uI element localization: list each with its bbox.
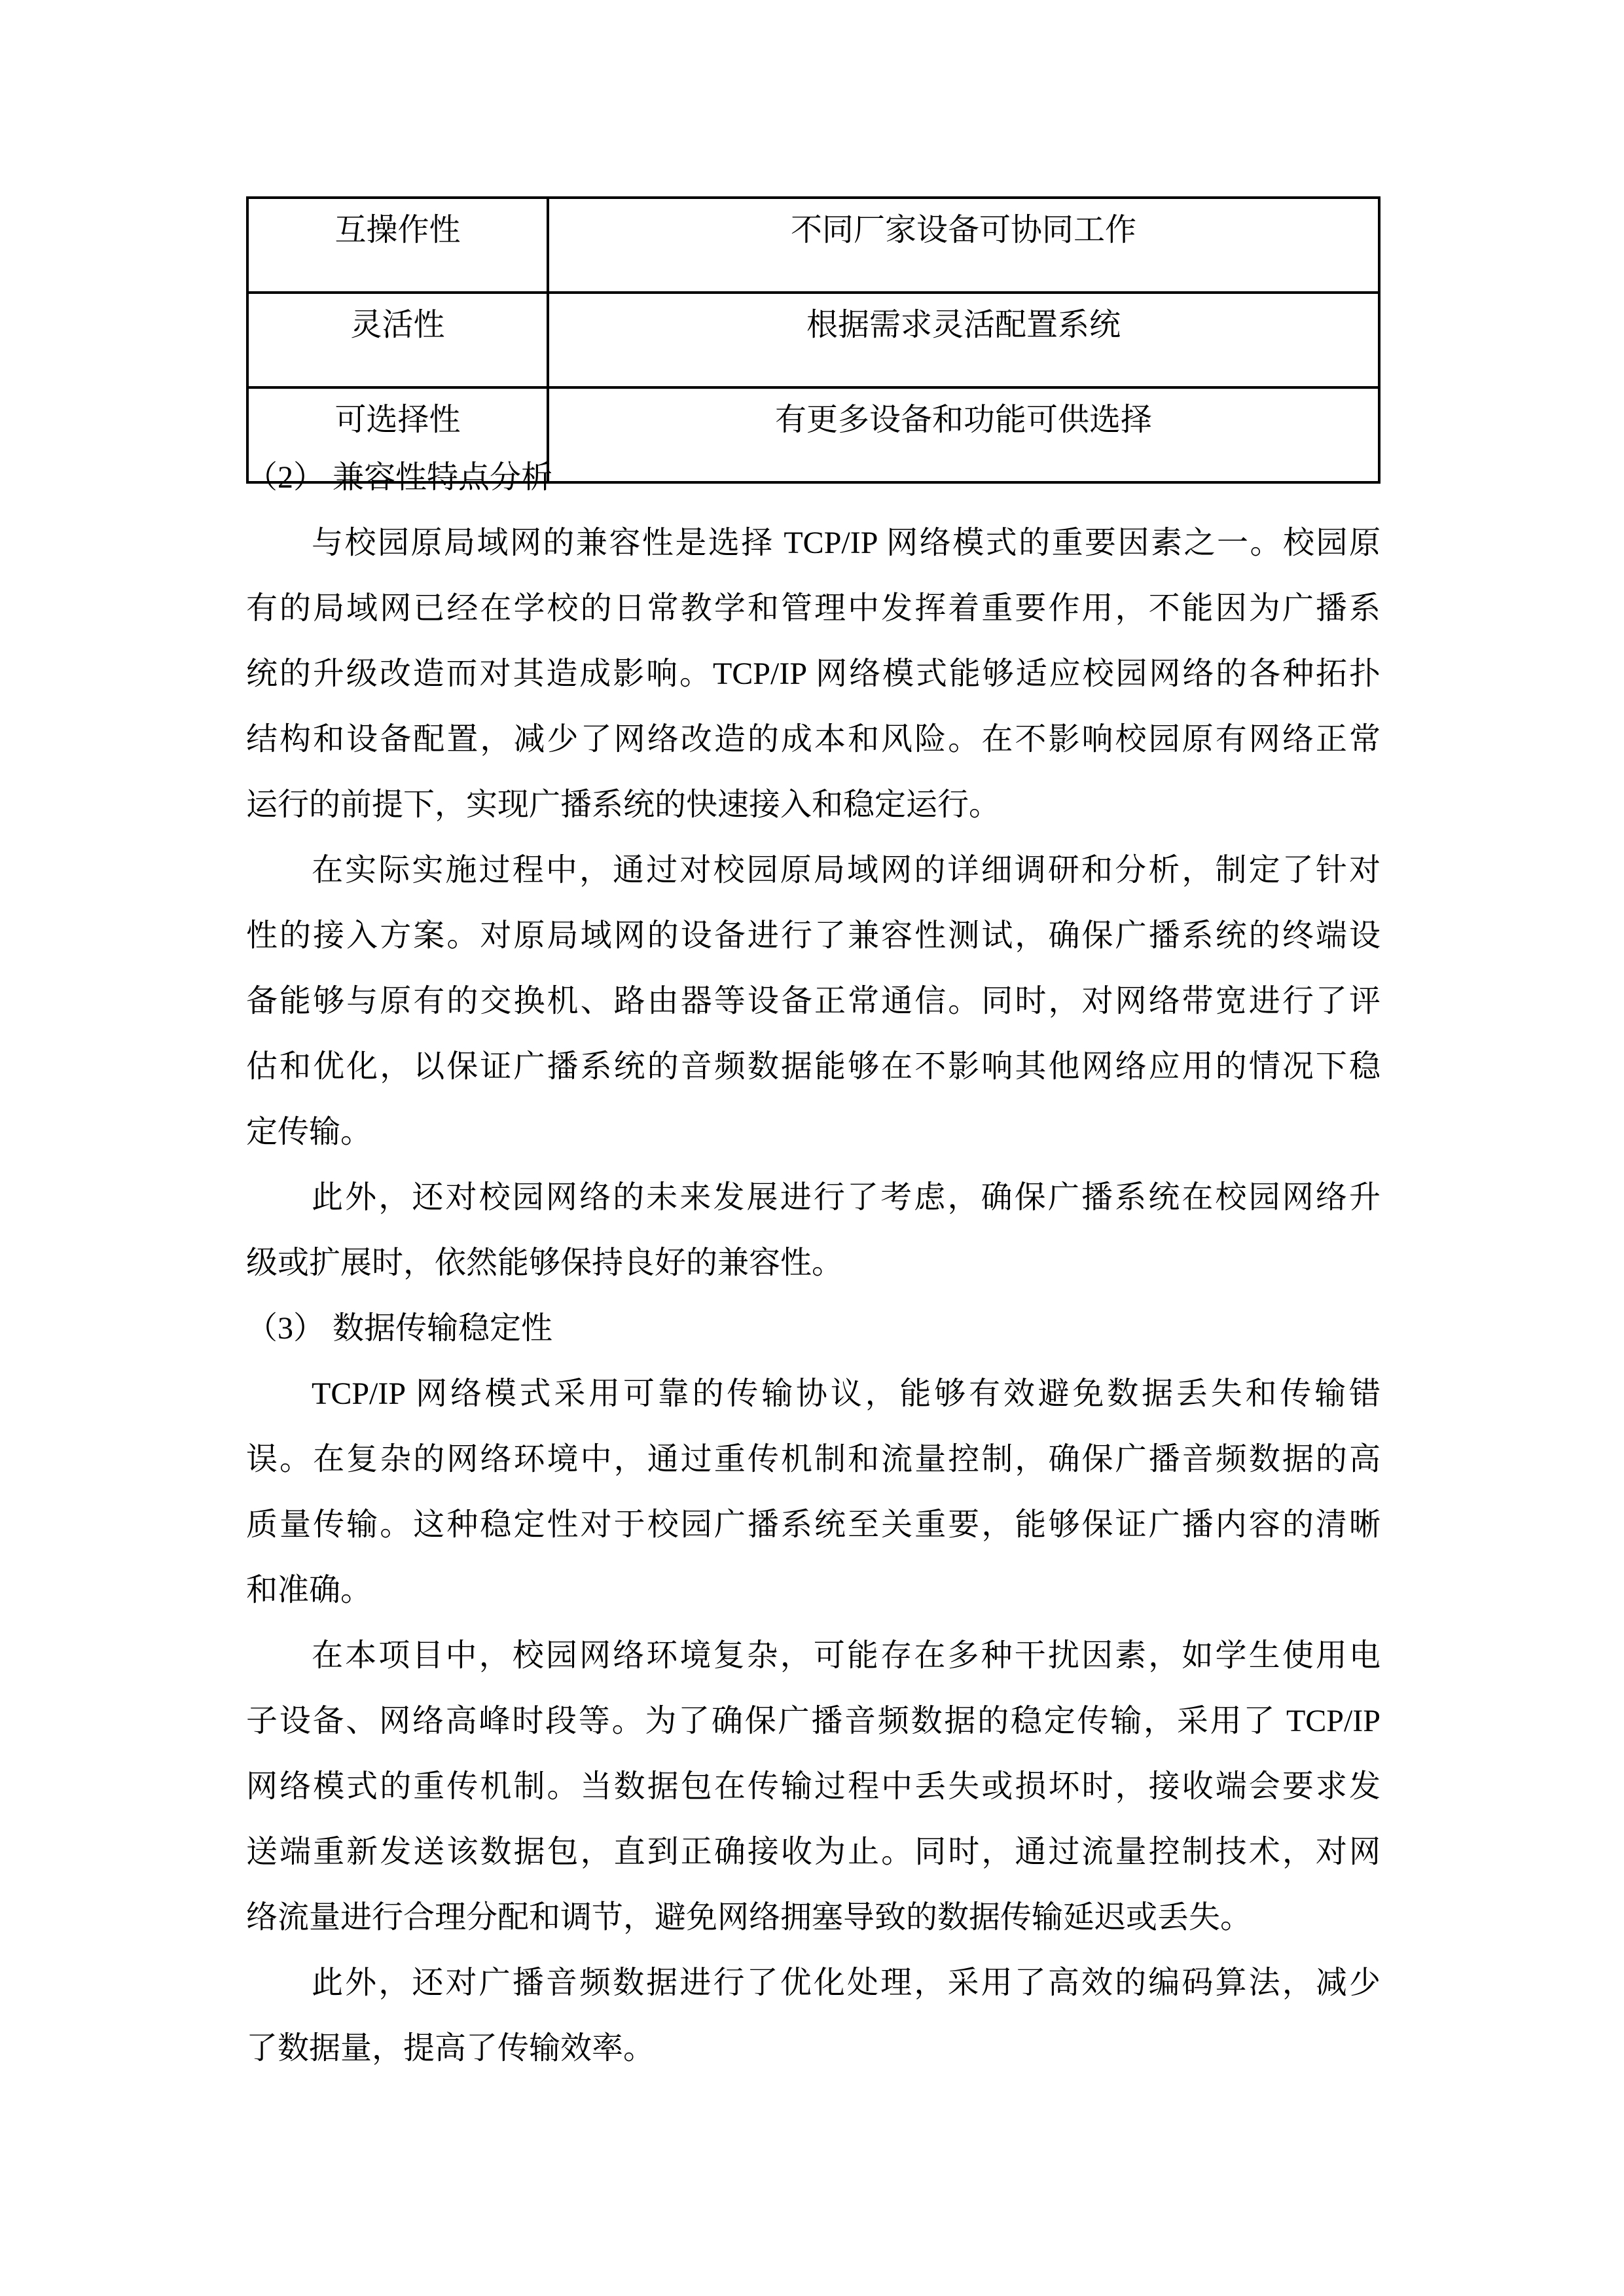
text-line: 在本项目中，校园网络环境复杂，可能存在多种干扰因素，如学生使用电	[312, 1638, 1380, 1673]
text-line: 有的局域网已经在学校的日常教学和管理中发挥着重要作用，不能因为广播系	[246, 591, 1380, 626]
text-line: 定传输。	[246, 1115, 372, 1149]
feature-description-cell: 有更多设备和功能可供选择	[548, 387, 1379, 482]
text-line: 络流量进行合理分配和调节，避免网络拥塞导致的数据传输延迟或丢失。	[246, 1900, 1252, 1935]
text-line: 送端重新发送该数据包，直到正确接收为止。同时，通过流量控制技术，对网	[246, 1835, 1380, 1869]
text-line: 此外，还对广播音频数据进行了优化处理，采用了高效的编码算法，减少	[312, 1965, 1380, 2000]
document-body	[246, 445, 1380, 2081]
table-row	[247, 198, 1379, 293]
feature-name-cell: 灵活性	[247, 293, 548, 387]
text-line: 备能够与原有的交换机、路由器等设备正常通信。同时，对网络带宽进行了评	[246, 984, 1380, 1018]
text-line: 性的接入方案。对原局域网的设备进行了兼容性测试，确保广播系统的终端设	[246, 918, 1380, 953]
text-line: 运行的前提下，实现广播系统的快速接入和稳定运行。	[246, 787, 1001, 822]
text-line: 网络模式的重传机制。当数据包在传输过程中丢失或损坏时，接收端会要求发	[246, 1769, 1380, 1804]
text-line: 统的升级改造而对其造成影响。TCP/IP 网络模式能够适应校园网络的各种拓扑	[246, 656, 1380, 691]
feature-description-cell: 根据需求灵活配置系统	[548, 293, 1379, 387]
text-line: 级或扩展时，依然能够保持良好的兼容性。	[246, 1246, 844, 1280]
text-line: 和准确。	[246, 1573, 372, 1607]
features-table	[246, 196, 1380, 484]
text-line: 与校园原局域网的兼容性是选择 TCP/IP 网络模式的重要因素之一。校园原	[312, 526, 1380, 560]
text-line: TCP/IP 网络模式采用可靠的传输协议，能够有效避免数据丢失和传输错	[312, 1376, 1380, 1411]
text-line: 了数据量，提高了传输效率。	[246, 2031, 655, 2066]
feature-description-cell: 不同厂家设备可协同工作	[548, 198, 1379, 293]
text-line: 在实际实施过程中，通过对校园原局域网的详细调研和分析，制定了针对	[312, 853, 1380, 888]
text-line: 估和优化，以保证广播系统的音频数据能够在不影响其他网络应用的情况下稳	[246, 1049, 1380, 1084]
section-heading: （3） 数据传输稳定性	[246, 1311, 553, 1346]
feature-name-cell: 可选择性	[247, 387, 548, 482]
text-line: 子设备、网络高峰时段等。为了确保广播音频数据的稳定传输，采用了 TCP/IP	[246, 1704, 1380, 1738]
text-line: 此外，还对校园网络的未来发展进行了考虑，确保广播系统在校园网络升	[312, 1180, 1380, 1215]
text-line: 误。在复杂的网络环境中，通过重传机制和流量控制，确保广播音频数据的高	[246, 1442, 1380, 1477]
text-line: 结构和设备配置，减少了网络改造的成本和风险。在不影响校园原有网络正常	[246, 722, 1380, 757]
section-heading: （2） 兼容性特点分析	[246, 460, 553, 495]
feature-name-cell: 互操作性	[247, 198, 548, 293]
text-line: 质量传输。这种稳定性对于校园广播系统至关重要，能够保证广播内容的清晰	[246, 1507, 1380, 1542]
table-row	[247, 293, 1379, 387]
